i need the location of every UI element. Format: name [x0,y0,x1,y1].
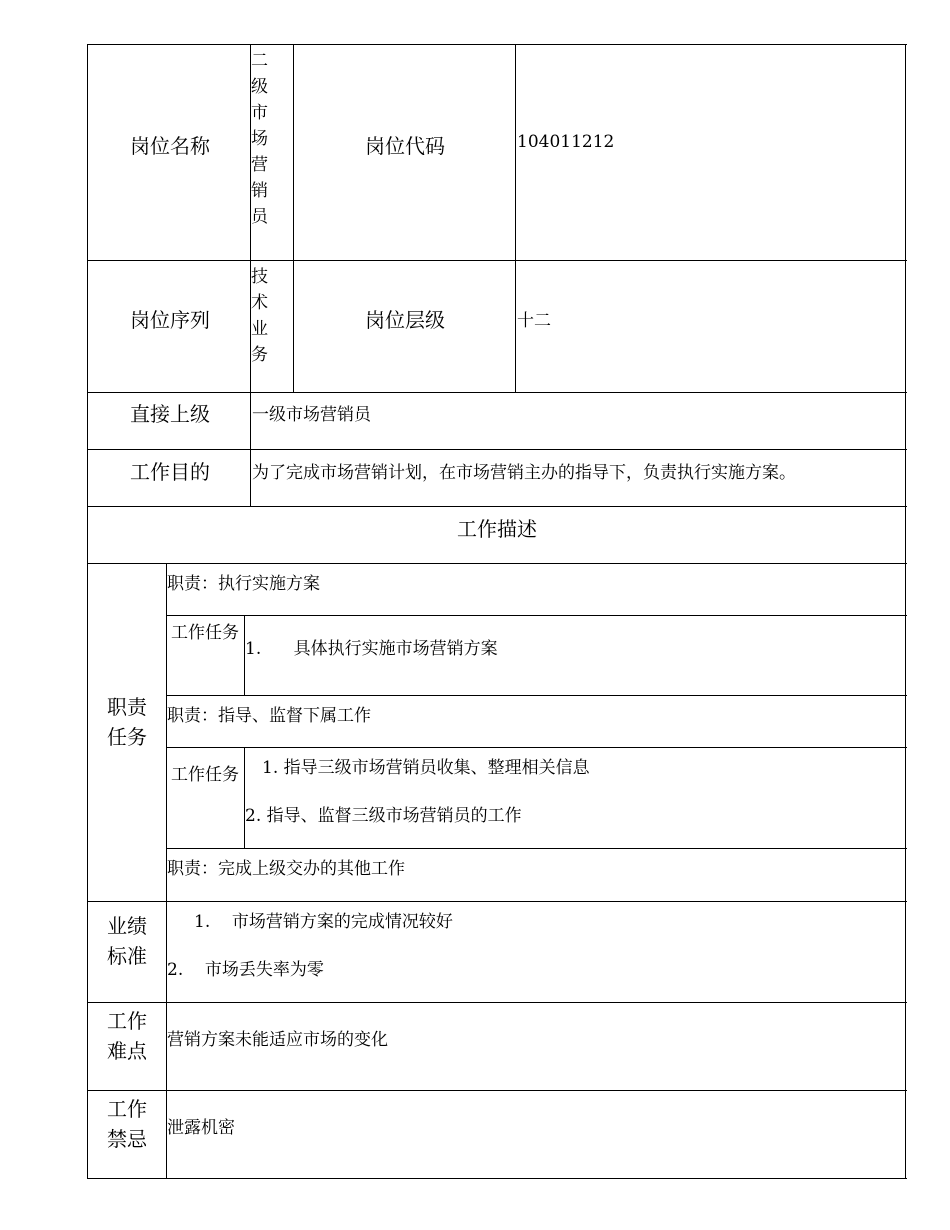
difficulty-label: 工作难点 [107,1009,147,1063]
taboo-label: 工作禁忌 [107,1097,147,1151]
col-divider [244,747,245,849]
level-value: 十二 [517,311,551,331]
level-label: 岗位层级 [365,308,445,332]
position-code-value: 104011212 [517,132,615,152]
duty-2-task-2: 2. 指导、监督三级市场营销员的工作 [245,806,522,826]
performance-label: 业绩标准 [107,914,147,968]
position-code-label: 岗位代码 [365,134,445,158]
position-name-value: 二级市场营销员 [251,51,268,227]
row-divider [87,260,907,261]
row-divider [87,1002,907,1003]
duties-label: 职责任务 [107,695,147,749]
row-divider [87,1090,907,1091]
table-border-left [87,44,88,1179]
duty-2-task-1: 1. 指导三级市场营销员收集、整理相关信息 [262,758,590,778]
purpose-value: 为了完成市场营销计划，在市场营销主办的指导下，负责执行实施方案。 [252,463,796,483]
row-divider [166,848,907,849]
col-divider [293,44,294,393]
task-label: 工作任务 [171,623,239,643]
performance-item-2: 2. 市场丢失率为零 [167,960,324,980]
description-header: 工作描述 [457,517,537,541]
row-divider [87,449,907,450]
sequence-label: 岗位序列 [130,308,210,332]
difficulty-value: 营销方案未能适应市场的变化 [167,1030,388,1050]
row-divider [166,747,907,748]
col-divider [515,44,516,393]
position-name-label: 岗位名称 [130,134,210,158]
row-divider [87,392,907,393]
duty-1: 职责：执行实施方案 [167,574,320,594]
duty-2: 职责：指导、监督下属工作 [167,706,371,726]
superior-label: 直接上级 [130,402,210,426]
table-border-bottom [87,1178,907,1179]
performance-item-1: 1. 市场营销方案的完成情况较好 [194,912,453,932]
row-divider [87,563,907,564]
row-divider [87,506,907,507]
task-label: 工作任务 [171,765,239,785]
duty-1-task-1: 1. 具体执行实施市场营销方案 [245,639,498,659]
sequence-value: 技术业务 [251,267,268,365]
table-border-top [87,44,907,45]
taboo-value: 泄露机密 [167,1118,235,1138]
purpose-label: 工作目的 [130,460,210,484]
duty-3: 职责：完成上级交办的其他工作 [167,859,405,879]
row-divider [87,901,907,902]
row-divider [166,695,907,696]
row-divider [166,615,907,616]
superior-value: 一级市场营销员 [252,405,371,425]
table-border-right [905,44,906,1179]
